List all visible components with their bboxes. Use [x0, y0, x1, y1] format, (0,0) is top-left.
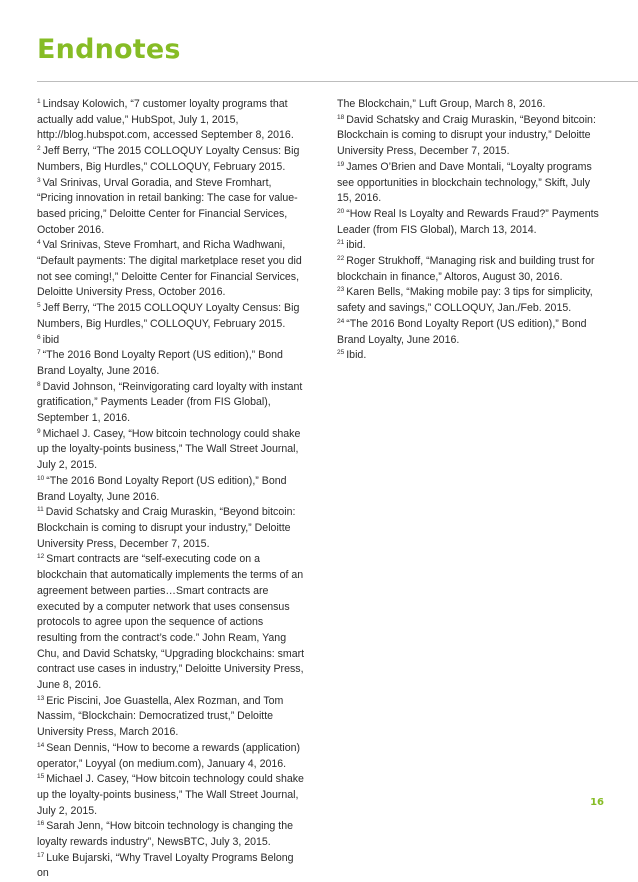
- endnote-number: 2: [37, 145, 41, 153]
- endnote-number: 25: [337, 349, 345, 357]
- endnote-number: 21: [337, 239, 345, 247]
- endnote-number: 4: [37, 239, 41, 247]
- endnote-text: Val Srinivas, Steve Fromhart, and Richa Wadhwani, “Default payments: The digital marketplace reset you did not see coming!,” Deloitte Center for Financial Services, Deloitte University Press, October 2016.: [37, 239, 302, 299]
- endnote: [337, 160, 605, 207]
- endnote-number: 16: [37, 820, 45, 828]
- endnote: [37, 552, 305, 693]
- endnote: [37, 694, 305, 741]
- endnote: [37, 772, 305, 819]
- endnote-text: David Schatsky and Craig Muraskin, “Beyond bitcoin: Blockchain is coming to disrupt your industry,” Deloitte University Press, December 7, 2015.: [37, 506, 296, 550]
- endnote: [37, 851, 305, 882]
- endnote-number: 23: [337, 286, 345, 294]
- endnote-number: 14: [37, 741, 45, 749]
- endnote-number: 1: [37, 98, 41, 105]
- endnote-number: 15: [37, 773, 45, 781]
- endnote: [37, 176, 305, 239]
- endnote: [337, 113, 605, 160]
- endnote-text: Karen Bells, “Making mobile pay: 3 tips for simplicity, safety and savings,” COLLOQUY, Jan./Feb. 2015.: [337, 286, 593, 315]
- endnote-number: 10: [37, 474, 45, 482]
- endnote-text: Ibid.: [346, 349, 367, 362]
- endnote: [37, 427, 305, 474]
- endnote: [337, 207, 605, 238]
- endnote-text: Luke Bujarski, “Why Travel Loyalty Programs Belong on: [37, 851, 294, 880]
- page-title: Endnotes: [37, 34, 181, 65]
- endnote-number: 17: [37, 851, 45, 859]
- title-divider: [37, 81, 638, 82]
- endnote-number: 8: [37, 380, 41, 388]
- endnote-text: “The 2016 Bond Loyalty Report (US edition),” Bond Brand Loyalty, June 2016.: [337, 317, 587, 346]
- endnote-text: Jeff Berry, “The 2015 COLLOQUY Loyalty Census: Big Numbers, Big Hurdles,” COLLOQUY, February 2015.: [37, 302, 300, 330]
- endnote-number: 6: [37, 333, 41, 341]
- endnote-text: James O’Brien and Dave Montali, “Loyalty programs see opportunities in blockchain technology,” Skift, July 15, 2016.: [337, 160, 592, 205]
- endnote: [37, 144, 305, 175]
- endnote-number: 11: [37, 506, 44, 514]
- endnote: [37, 301, 305, 332]
- endnote: [37, 474, 305, 505]
- endnote-text: The Blockchain,” Luft Group, March 8, 2016.: [337, 98, 546, 110]
- endnote-text: David Schatsky and Craig Muraskin, “Beyond bitcoin: Blockchain is coming to disrupt your industry,” Deloitte University Press, December 7, 2015.: [337, 113, 596, 158]
- endnote: [337, 285, 605, 316]
- endnote-text: “The 2016 Bond Loyalty Report (US edition),” Bond Brand Loyalty, June 2016.: [37, 474, 287, 503]
- endnote-number: 24: [337, 317, 345, 325]
- endnote-text: Jeff Berry, “The 2015 COLLOQUY Loyalty Census: Big Numbers, Big Hurdles,” COLLOQUY, February 2015.: [37, 145, 300, 173]
- page-number: 16: [590, 797, 604, 808]
- endnotes-right-column: [337, 97, 605, 364]
- endnote-number: 20: [337, 207, 345, 215]
- endnote-text: David Johnson, “Reinvigorating card loyalty with instant gratification,” Payments Leader (from FIS Global), September 1, 2016.: [37, 380, 303, 425]
- endnote: [37, 741, 305, 772]
- endnote: [37, 505, 305, 552]
- endnote: [37, 819, 305, 850]
- endnote-text: Smart contracts are “self-executing code on a blockchain that automatically implements the terms of an agreement between parties…Smart contracts are executed by a computer network that uses consensus protocols to agree upon the sequence of actions resulting from the contract’s code.” John Ream, Yang Chu, and David Schatsky, “Upgrading blockchains: smart contract use cases in industry,” Deloitte University Press, June 8, 2016.: [37, 553, 305, 692]
- endnote-text: Roger Strukhoff, “Managing risk and building trust for blockchain in finance,” Altoros, August 30, 2016.: [337, 255, 595, 283]
- endnote-text: ibid: [42, 333, 60, 346]
- endnote: [337, 254, 605, 285]
- endnote-number: 18: [337, 113, 345, 121]
- endnote-text: Michael J. Casey, “How bitcoin technology could shake up the loyalty-points business,” The Wall Street Journal, July 2, 2015.: [37, 427, 301, 472]
- endnotes-left-column: [37, 97, 305, 882]
- endnote-text: Val Srinivas, Urval Goradia, and Steve Fromhart, “Pricing innovation in retail banking: The case for value-based pricing,” Deloitte Center for Financial Services, October 2016.: [37, 176, 298, 236]
- endnote: [337, 238, 605, 254]
- endnote: [37, 333, 305, 349]
- endnote-number: 19: [337, 160, 345, 168]
- endnote: [37, 238, 305, 301]
- endnote-text: “How Real Is Loyalty and Rewards Fraud?” Payments Leader (from FIS Global), March 13, 2014.: [337, 207, 599, 236]
- endnote-number: 5: [37, 302, 41, 310]
- endnote: [337, 348, 605, 364]
- endnote-number: 13: [37, 694, 45, 702]
- endnote: [37, 348, 305, 379]
- endnote-text: ibid.: [346, 239, 366, 252]
- endnote: [337, 97, 605, 113]
- endnote-text: Michael J. Casey, “How bitcoin technology could shake up the loyalty-points business,” The Wall Street Journal, July 2, 2015.: [37, 773, 304, 817]
- endnote-text: “The 2016 Bond Loyalty Report (US edition),” Bond Brand Loyalty, June 2016.: [37, 349, 283, 377]
- endnote-text: Eric Piscini, Joe Guastella, Alex Rozman, and Tom Nassim, “Blockchain: Democratized trust,” Deloitte University Press, March 2016.: [37, 694, 284, 739]
- endnote-number: 7: [37, 349, 41, 357]
- endnote-text: Sean Dennis, “How to become a rewards (application) operator,” Loyyal (on medium.com), January 4, 2016.: [37, 741, 301, 770]
- endnote-number: 12: [37, 553, 45, 561]
- endnote-number: 3: [37, 176, 41, 184]
- endnote-number: 22: [337, 255, 345, 263]
- endnote: [37, 380, 305, 427]
- endnote: [337, 317, 605, 348]
- endnote: [37, 97, 305, 144]
- endnote-text: Sarah Jenn, “How bitcoin technology is changing the loyalty rewards industry”, NewsBTC, July 3, 2015.: [37, 820, 293, 849]
- endnote-text: Lindsay Kolowich, “7 customer loyalty programs that actually add value,” HubSpot, July 1, 2015, http://blog.hubspot.com, accessed September 8, 2016.: [37, 98, 294, 142]
- endnote-number: 9: [37, 427, 41, 435]
